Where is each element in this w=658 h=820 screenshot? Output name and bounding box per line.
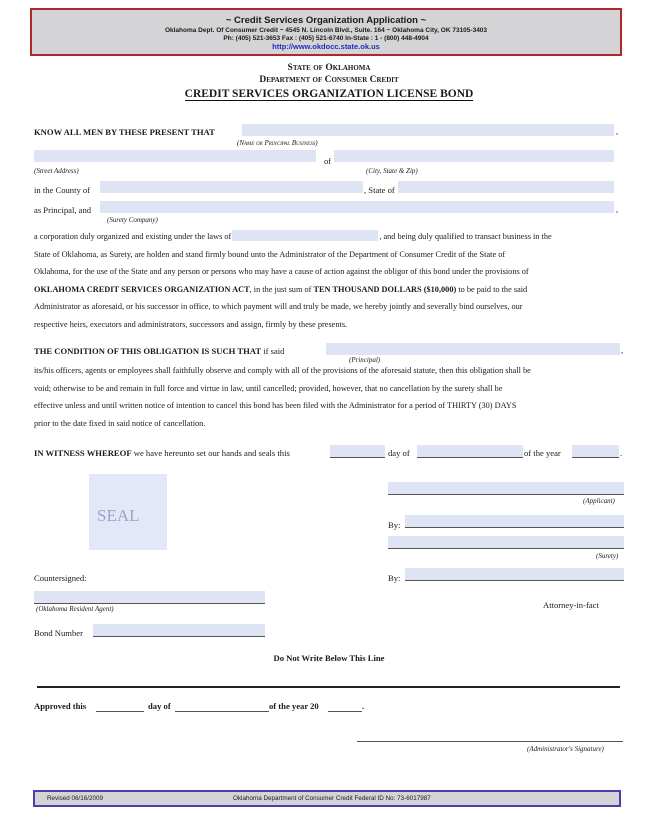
seal-text: SEAL (97, 506, 140, 525)
comma: , (616, 126, 619, 136)
approved-of-year: of the year 20 (269, 701, 319, 711)
header-banner (30, 8, 622, 56)
applicant-label: (Applicant) (583, 497, 615, 505)
corp-line-2: State of Oklahoma, as Surety, are holden and stand firmly bound unto the Administrator of the Department of Consumer Credit of the State of (34, 249, 506, 259)
resident-agent-underline (34, 603, 265, 604)
county-label: in the County of (34, 185, 91, 195)
by-underline-2 (405, 580, 624, 581)
do-not-write-label: Do Not Write Below This Line (273, 653, 385, 663)
corp-post: , and being duly qualified to transact business in the (379, 232, 552, 241)
corp-line-1 (34, 228, 624, 246)
corp-line-6: respective heirs, executors and administrators, successors and assign, firmly by these presents. (34, 319, 348, 329)
header-title: ~ Credit Services Organization Application ~ (225, 15, 427, 26)
condition-line-4: effective unless and until written notice of intention to cancel this bond has been filed with the Administrator for a period of THIRTY (30) DAYS (34, 401, 517, 410)
corp-line-5: Administrator as aforesaid, or his successor in office, to which payment will and truly be made, we hereby jointly and severally bind ourselves, our (34, 302, 523, 311)
witness-lead (34, 448, 290, 458)
witness-day-underline (330, 457, 385, 458)
surety-field[interactable] (388, 536, 624, 548)
principal-name-field[interactable] (242, 124, 614, 136)
witness-period: . (620, 448, 623, 458)
witness-lead-bold: IN WITNESS WHEREOF (34, 448, 132, 458)
of-label: of (324, 156, 332, 166)
condition-lead-rest: if said (263, 346, 285, 356)
document-title (0, 88, 658, 100)
bond-number-field[interactable] (93, 624, 265, 636)
by-underline-1 (405, 527, 624, 528)
approved-label: Approved this (34, 701, 87, 711)
bond-amount: TEN THOUSAND DOLLARS ($10,000) (313, 284, 457, 294)
footer-bar (33, 790, 621, 807)
witness-day-of: day of (388, 448, 410, 458)
corp-line-4 (34, 281, 624, 299)
approved-month-line[interactable] (175, 711, 269, 712)
approved-day-of: day of (148, 701, 171, 711)
condition-line-5: prior to the date fixed in said notice of cancellation. (34, 418, 206, 428)
revised-date: Revised 06/16/2009 (47, 795, 104, 802)
witness-lead-rest: we have hereunto set our hands and seals this (133, 448, 290, 458)
surety-label: (Surety) (596, 552, 619, 560)
corp-pre: a corporation duly organized and existing under the laws of (34, 232, 232, 241)
act-name: OKLAHOMA CREDIT SERVICES ORGANIZATION ACT (34, 284, 250, 294)
resident-agent-label: (Oklahoma Resident Agent) (36, 605, 114, 613)
comma-2: , (616, 204, 619, 214)
by-field-2[interactable] (405, 568, 624, 580)
witness-month-field[interactable] (417, 445, 523, 457)
city-state-zip-label: (City, State & Zip) (366, 167, 418, 175)
condition-line-3: void; otherwise to be and remain in full force and virtue in law, until cancelled; provided, however, that no cancellation by the surety shall be (34, 383, 503, 393)
by-label-1: By: (388, 520, 401, 530)
applicant-field[interactable] (388, 482, 624, 494)
condition-lead (34, 346, 284, 356)
city-state-zip-field[interactable] (334, 150, 614, 162)
condition-principal-label: (Principal) (349, 356, 381, 364)
seal-box (89, 474, 167, 550)
county-field[interactable] (100, 181, 363, 193)
condition-principal-field[interactable] (326, 343, 620, 355)
principal-name-label: (Name or Principal Business) (237, 139, 318, 147)
approved-year-line[interactable] (328, 711, 362, 712)
comma-3: , (621, 345, 624, 355)
witness-month-underline (417, 457, 523, 458)
by-field-1[interactable] (405, 515, 624, 527)
corporation-paragraph (34, 228, 624, 333)
header-address: Oklahoma Dept. Of Consumer Credit ~ 4545 N. Lincoln Blvd., Suite. 164 ~ Oklahoma City, OK 73105-3403 (164, 27, 488, 34)
corp-line-4-end: to be paid to the said (458, 284, 528, 294)
document-title-text: CREDIT SERVICES ORGANIZATION LICENSE BOND (184, 88, 474, 100)
state-of-label: , State of (364, 185, 395, 195)
corp-state-field[interactable] (232, 230, 378, 241)
resident-agent-field[interactable] (34, 591, 265, 603)
agency-federal-id: Oklahoma Department of Consumer Credit Federal ID No: 73-6017987 (233, 795, 431, 802)
witness-year-underline (572, 457, 619, 458)
condition-line-2: its/his officers, agents or employees shall faithfully observe and comply with all of the provisions of the aforesaid statute, then this obligation shall be (34, 366, 531, 375)
surety-underline (388, 548, 624, 549)
surety-company-field[interactable] (100, 201, 614, 213)
condition-lead-bold: THE CONDITION OF THIS OBLIGATION IS SUCH THAT (34, 346, 262, 356)
corp-line-4-mid: , in the just sum of (249, 284, 312, 294)
witness-of-year: of the year (524, 448, 561, 458)
header-phone: Ph: (405) 521-3653 Fax : (405) 521-6740 In-State : 1 - (800) 448-4904 (223, 35, 429, 42)
approved-day-line[interactable] (96, 711, 144, 712)
state-title: State of Oklahoma (287, 63, 371, 73)
corp-line-3: Oklahoma, for the use of the State and any person or persons who may have a cause of action against the obligor of this bond under the provisions of (34, 267, 529, 276)
department-title: Department of Consumer Credit (259, 75, 399, 85)
administrator-signature-line[interactable] (357, 741, 623, 742)
witness-year-field[interactable] (572, 445, 619, 457)
applicant-underline (388, 494, 624, 495)
bond-number-underline (93, 636, 265, 637)
divider-rule (37, 686, 620, 688)
know-all-lead: KNOW ALL MEN BY THESE PRESENT THAT (34, 127, 215, 137)
administrator-signature-label: (Administrator's Signature) (527, 745, 604, 753)
attorney-in-fact: Attorney-in-fact (543, 600, 599, 610)
state-field[interactable] (398, 181, 614, 193)
witness-day-field[interactable] (330, 445, 385, 457)
surety-company-label: (Surety Company) (107, 216, 158, 224)
countersigned-label: Countersigned: (34, 573, 87, 583)
header-link[interactable]: http://www.okdocc.state.ok.us (272, 42, 380, 51)
approved-period: . (362, 701, 365, 711)
street-address-label: (Street Address) (34, 167, 79, 175)
condition-paragraph (34, 362, 624, 432)
principal-and-label: as Principal, and (34, 205, 92, 215)
bond-number-label: Bond Number (34, 628, 83, 638)
street-address-field[interactable] (34, 150, 316, 162)
by-label-2: By: (388, 573, 401, 583)
